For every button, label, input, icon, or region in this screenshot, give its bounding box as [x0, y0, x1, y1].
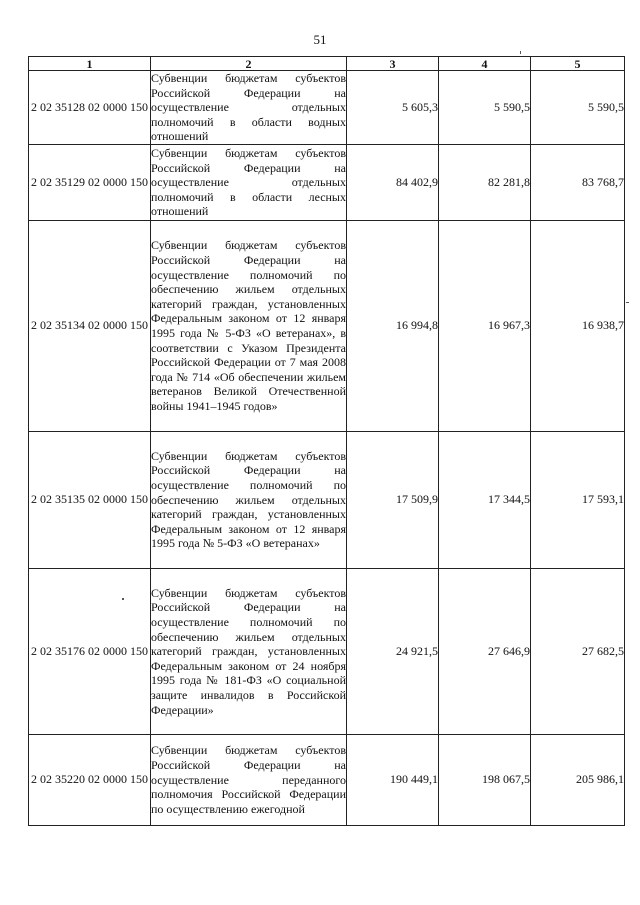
item-name: Субвенции бюджетам субъектов Российской Федерации на осуществление переданного полномочия Российской Федерации по осуществлению ежегодной [151, 734, 347, 825]
scan-speck [626, 302, 629, 303]
amount-col3: 24 921,5 [347, 568, 439, 734]
item-name: Субвенции бюджетам субъектов Российской Федерации на осуществление отдельных полномочий в области водных отношений [151, 71, 346, 144]
amount-col3: 190 449,1 [347, 734, 439, 825]
amount-col3: 84 402,9 [347, 144, 439, 220]
table-row [29, 220, 625, 431]
budget-code: 2 02 35176 02 0000 150 [29, 568, 151, 734]
amount-col4: 16 967,3 [439, 220, 531, 431]
table-row [29, 431, 625, 568]
item-name: Субвенции бюджетам субъектов Российской Федерации на осуществление полномочий по обеспечению жильем отдельных категорий граждан, установленных Федеральным законом от 12 января 1995 года № 5-ФЗ «О ветеранах» [151, 431, 347, 568]
amount-col3: 5 605,3 [347, 71, 439, 145]
amount-col5: 16 938,7 [531, 220, 625, 431]
amount-col4: 5 590,5 [439, 71, 531, 145]
amount-col4: 17 344,5 [439, 431, 531, 568]
budget-code: 2 02 35135 02 0000 150 [29, 431, 151, 568]
budget-code: 2 02 35128 02 0000 150 [29, 71, 151, 145]
amount-col4: 198 067,5 [439, 734, 531, 825]
amount-col3: 16 994,8 [347, 220, 439, 431]
amount-col5: 27 682,5 [531, 568, 625, 734]
amount-col4: 27 646,9 [439, 568, 531, 734]
item-name: Субвенции бюджетам субъектов Российской Федерации на осуществление полномочий по обеспечению жильем отдельных категорий граждан, установленных Федеральным законом от 12 января 1995 года № 5-ФЗ «О ветеранах», в соответствии с Указом Президента Российской Федерации от 7 мая 2008 года № 714 «Об обеспечении жильем ветеранов Великой Отечественной войны 1941–1945 годов» [151, 220, 347, 431]
item-name: Субвенции бюджетам субъектов Российской Федерации на осуществление полномочий по обеспечению жильем отдельных категорий граждан, установленных Федеральным законом от 24 ноября 1995 года № 181-ФЗ «О социальной защите инвалидов в Российской Федерации» [151, 568, 347, 734]
table-row [29, 71, 625, 145]
column-header: 1 [29, 57, 151, 71]
scan-speck [122, 598, 124, 600]
item-name: Субвенции бюджетам субъектов Российской Федерации на осуществление отдельных полномочий в области лесных отношений [151, 144, 347, 220]
amount-col5: 205 986,1 [531, 734, 625, 825]
amount-col3: 17 509,9 [347, 431, 439, 568]
budget-revenue-table [28, 56, 625, 826]
column-header: 5 [531, 57, 625, 71]
table-row [29, 734, 625, 825]
page-number: 51 [313, 32, 327, 47]
amount-col5: 5 590,5 [531, 71, 625, 145]
budget-code: 2 02 35220 02 0000 150 [29, 734, 151, 825]
amount-col5: 17 593,1 [531, 431, 625, 568]
budget-code: 2 02 35134 02 0000 150 [29, 220, 151, 431]
column-header: 3 [347, 57, 439, 71]
amount-col5: 83 768,7 [531, 144, 625, 220]
column-header: 2 [151, 57, 347, 71]
column-header: 4 [439, 57, 531, 71]
amount-col4: 82 281,8 [439, 144, 531, 220]
budget-code: 2 02 35129 02 0000 150 [29, 144, 151, 220]
table-row [29, 144, 625, 220]
scan-speck [520, 51, 521, 54]
table-row [29, 568, 625, 734]
table-header-row [29, 57, 625, 71]
